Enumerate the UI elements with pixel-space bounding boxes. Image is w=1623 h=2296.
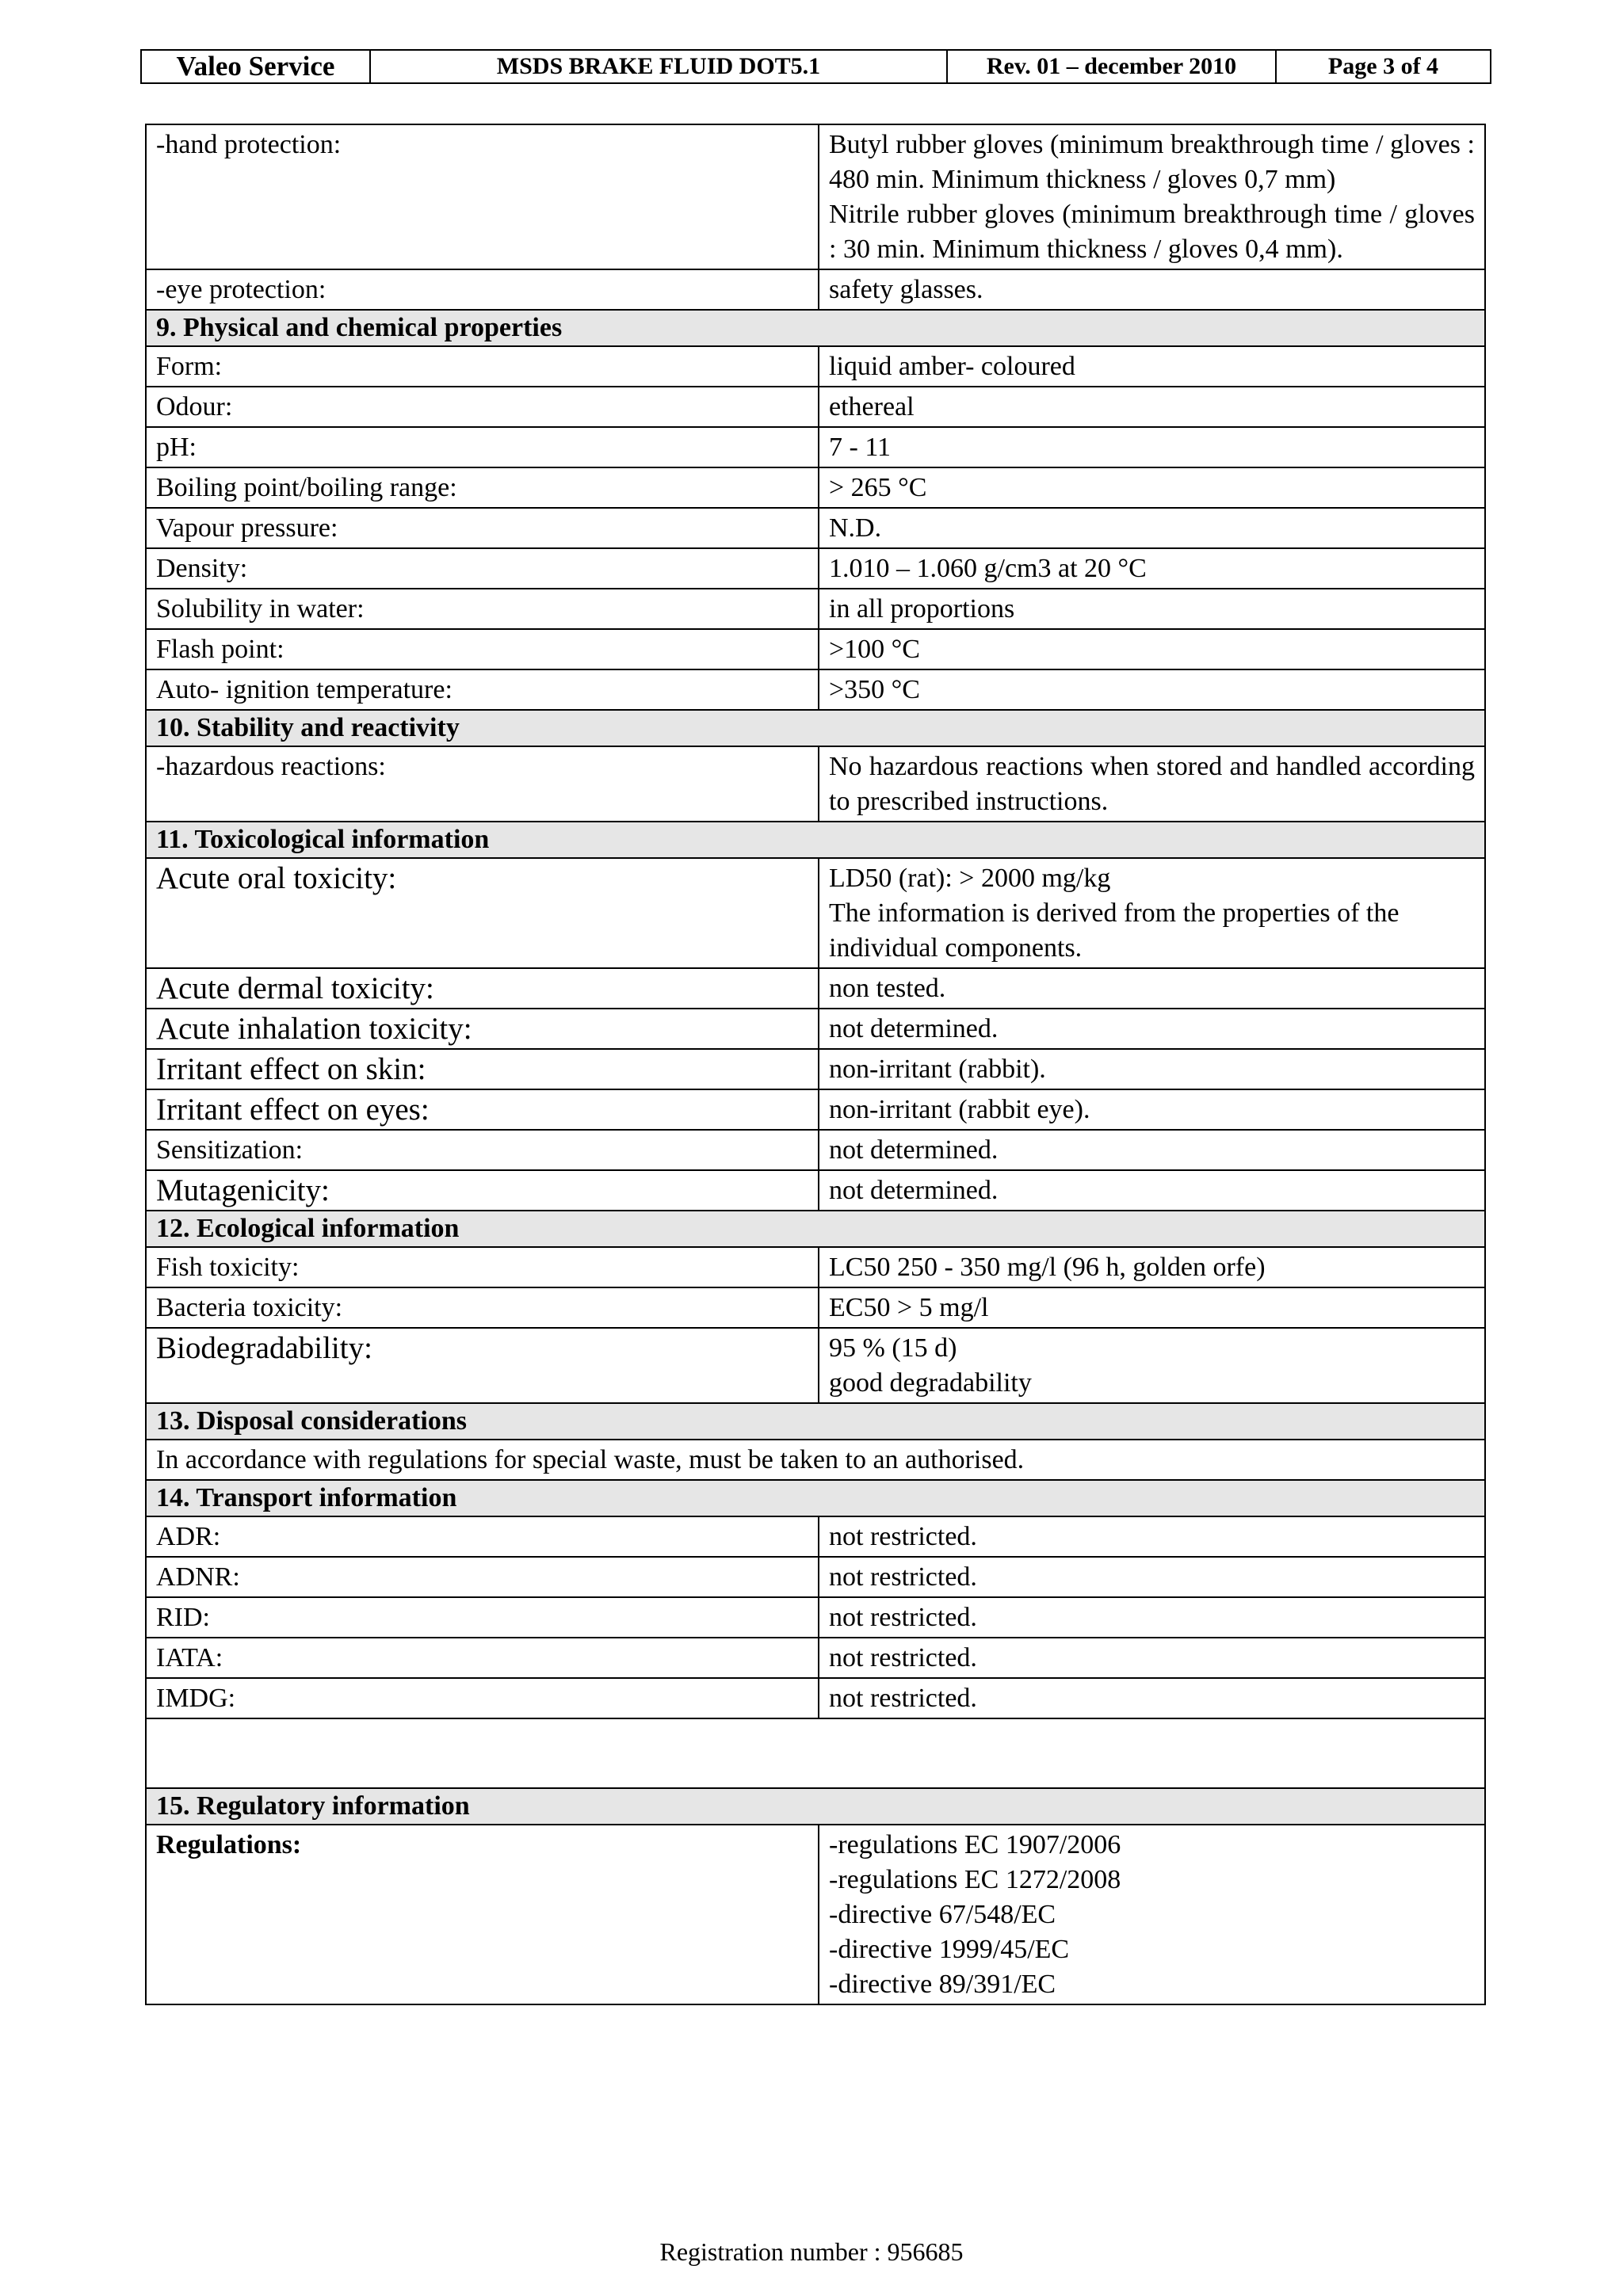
row-label: Auto- ignition temperature: [146,669,819,710]
empty-cell [146,1718,1485,1788]
table-row [146,269,1485,310]
row-label: Density: [146,548,819,589]
table-row [146,467,1485,508]
empty-row [146,1718,1485,1788]
row-label: Odour: [146,387,819,427]
row-value: LC50 250 - 350 mg/l (96 h, golden orfe) [819,1247,1485,1287]
table-row [146,1678,1485,1718]
row-label: IATA: [146,1638,819,1678]
table-row [146,387,1485,427]
header-revision: Rev. 01 – december 2010 [948,51,1277,82]
row-label: Irritant effect on eyes: [146,1089,819,1130]
table-row [146,669,1485,710]
row-label: pH: [146,427,819,467]
value-line: 95 % (15 d) [829,1333,957,1363]
table-row [146,1287,1485,1328]
section-header-row [146,1403,1485,1440]
value-line: LD50 (rat): > 2000 mg/kg [829,864,1111,893]
value-line: Butyl rubber gloves (minimum breakthrough time / gloves : 480 min. Minimum thickness / gloves 0,7 mm) [829,130,1475,194]
section-header-row [146,822,1485,858]
row-value: >350 °C [819,669,1485,710]
value-line: -regulations EC 1907/2006 [829,1830,1121,1859]
row-value: not determined. [819,1130,1485,1170]
value-line: -directive 67/548/EC [829,1900,1056,1929]
section-header-row [146,1788,1485,1825]
section-header-row [146,310,1485,346]
row-label: IMDG: [146,1678,819,1718]
row-value: No hazardous reactions when stored and handled according to prescribed instructions. [819,746,1485,822]
value-line: -regulations EC 1272/2008 [829,1865,1121,1894]
section-title: 15. Regulatory information [146,1788,1485,1825]
table-row [146,968,1485,1009]
row-label: Acute oral toxicity: [146,858,819,968]
row-value: not determined. [819,1009,1485,1049]
row-value: EC50 > 5 mg/l [819,1287,1485,1328]
table-row [146,1557,1485,1597]
value-line: -directive 89/391/EC [829,1970,1056,1999]
section-title: 13. Disposal considerations [146,1403,1485,1440]
row-value: non-irritant (rabbit eye). [819,1089,1485,1130]
row-value: non tested. [819,968,1485,1009]
row-label: -hazardous reactions: [146,746,819,822]
section-header-row [146,1480,1485,1516]
row-value: not restricted. [819,1597,1485,1638]
table-row [146,1089,1485,1130]
row-value: liquid amber- coloured [819,346,1485,387]
header-page-number: Page 3 of 4 [1327,53,1439,79]
section-header-row [146,710,1485,746]
section-title: 9. Physical and chemical properties [146,310,1485,346]
row-value: safety glasses. [819,269,1485,310]
section-title: 14. Transport information [146,1480,1485,1516]
header-document-title: MSDS BRAKE FLUID DOT5.1 [371,51,948,82]
row-label: Solubility in water: [146,589,819,629]
table-row [146,1440,1485,1480]
row-value: 7 - 11 [819,427,1485,467]
table-row [146,1597,1485,1638]
table-row [146,427,1485,467]
row-label: Vapour pressure: [146,508,819,548]
table-row [146,858,1485,968]
section-title: 10. Stability and reactivity [146,710,1485,746]
row-value: in all proportions [819,589,1485,629]
table-row [146,508,1485,548]
row-label: -eye protection: [146,269,819,310]
value-line: -directive 1999/45/EC [829,1935,1070,1964]
row-value: not restricted. [819,1557,1485,1597]
section-title: 11. Toxicological information [146,822,1485,858]
row-label: Acute dermal toxicity: [146,968,819,1009]
table-row [146,1247,1485,1287]
row-label: Acute inhalation toxicity: [146,1009,819,1049]
row-label: RID: [146,1597,819,1638]
table-row [146,1516,1485,1557]
table-row [146,346,1485,387]
table-row [146,1328,1485,1403]
table-row [146,548,1485,589]
table-row [146,1130,1485,1170]
value-line: good degradability [829,1368,1032,1398]
row-label: Bacteria toxicity: [146,1287,819,1328]
row-value: not restricted. [819,1638,1485,1678]
row-label: Sensitization: [146,1130,819,1170]
row-label: Fish toxicity: [146,1247,819,1287]
row-value: not restricted. [819,1516,1485,1557]
row-value [819,1328,1485,1403]
registration-number: Registration number : 956685 [659,2237,964,2266]
value-line: The information is derived from the properties of the individual components. [829,898,1400,963]
row-label: Biodegradability: [146,1328,819,1403]
row-value: 1.010 – 1.060 g/cm3 at 20 °C [819,548,1485,589]
row-label: ADNR: [146,1557,819,1597]
section-title: 12. Ecological information [146,1211,1485,1247]
msds-table [145,124,1486,2005]
table-row [146,1825,1485,2004]
value-line: Nitrile rubber gloves (minimum breakthrough time / gloves : 30 min. Minimum thickness / gloves 0,4 mm). [829,200,1475,264]
row-value: not determined. [819,1170,1485,1211]
row-label: Flash point: [146,629,819,669]
table-row [146,589,1485,629]
table-row [146,629,1485,669]
row-label: Irritant effect on skin: [146,1049,819,1089]
row-label: ADR: [146,1516,819,1557]
row-label: Mutagenicity: [146,1170,819,1211]
row-value: N.D. [819,508,1485,548]
table-row [146,1049,1485,1089]
row-value: > 265 °C [819,467,1485,508]
row-value: ethereal [819,387,1485,427]
row-value [819,124,1485,269]
row-label: -hand protection: [146,124,819,269]
row-label: Boiling point/boiling range: [146,467,819,508]
table-row [146,1170,1485,1211]
table-row [146,1638,1485,1678]
row-value [819,1825,1485,2004]
section-header-row [146,1211,1485,1247]
disposal-text: In accordance with regulations for special waste, must be taken to an authorised. [146,1440,1485,1480]
page-header [140,49,1491,84]
row-value: not restricted. [819,1678,1485,1718]
header-company: Valeo Service [142,51,371,82]
row-label: Form: [146,346,819,387]
table-row [146,1009,1485,1049]
row-value: >100 °C [819,629,1485,669]
row-value [819,858,1485,968]
row-label: Regulations: [146,1825,819,2004]
table-row [146,746,1485,822]
table-row [146,124,1485,269]
row-value: non-irritant (rabbit). [819,1049,1485,1089]
